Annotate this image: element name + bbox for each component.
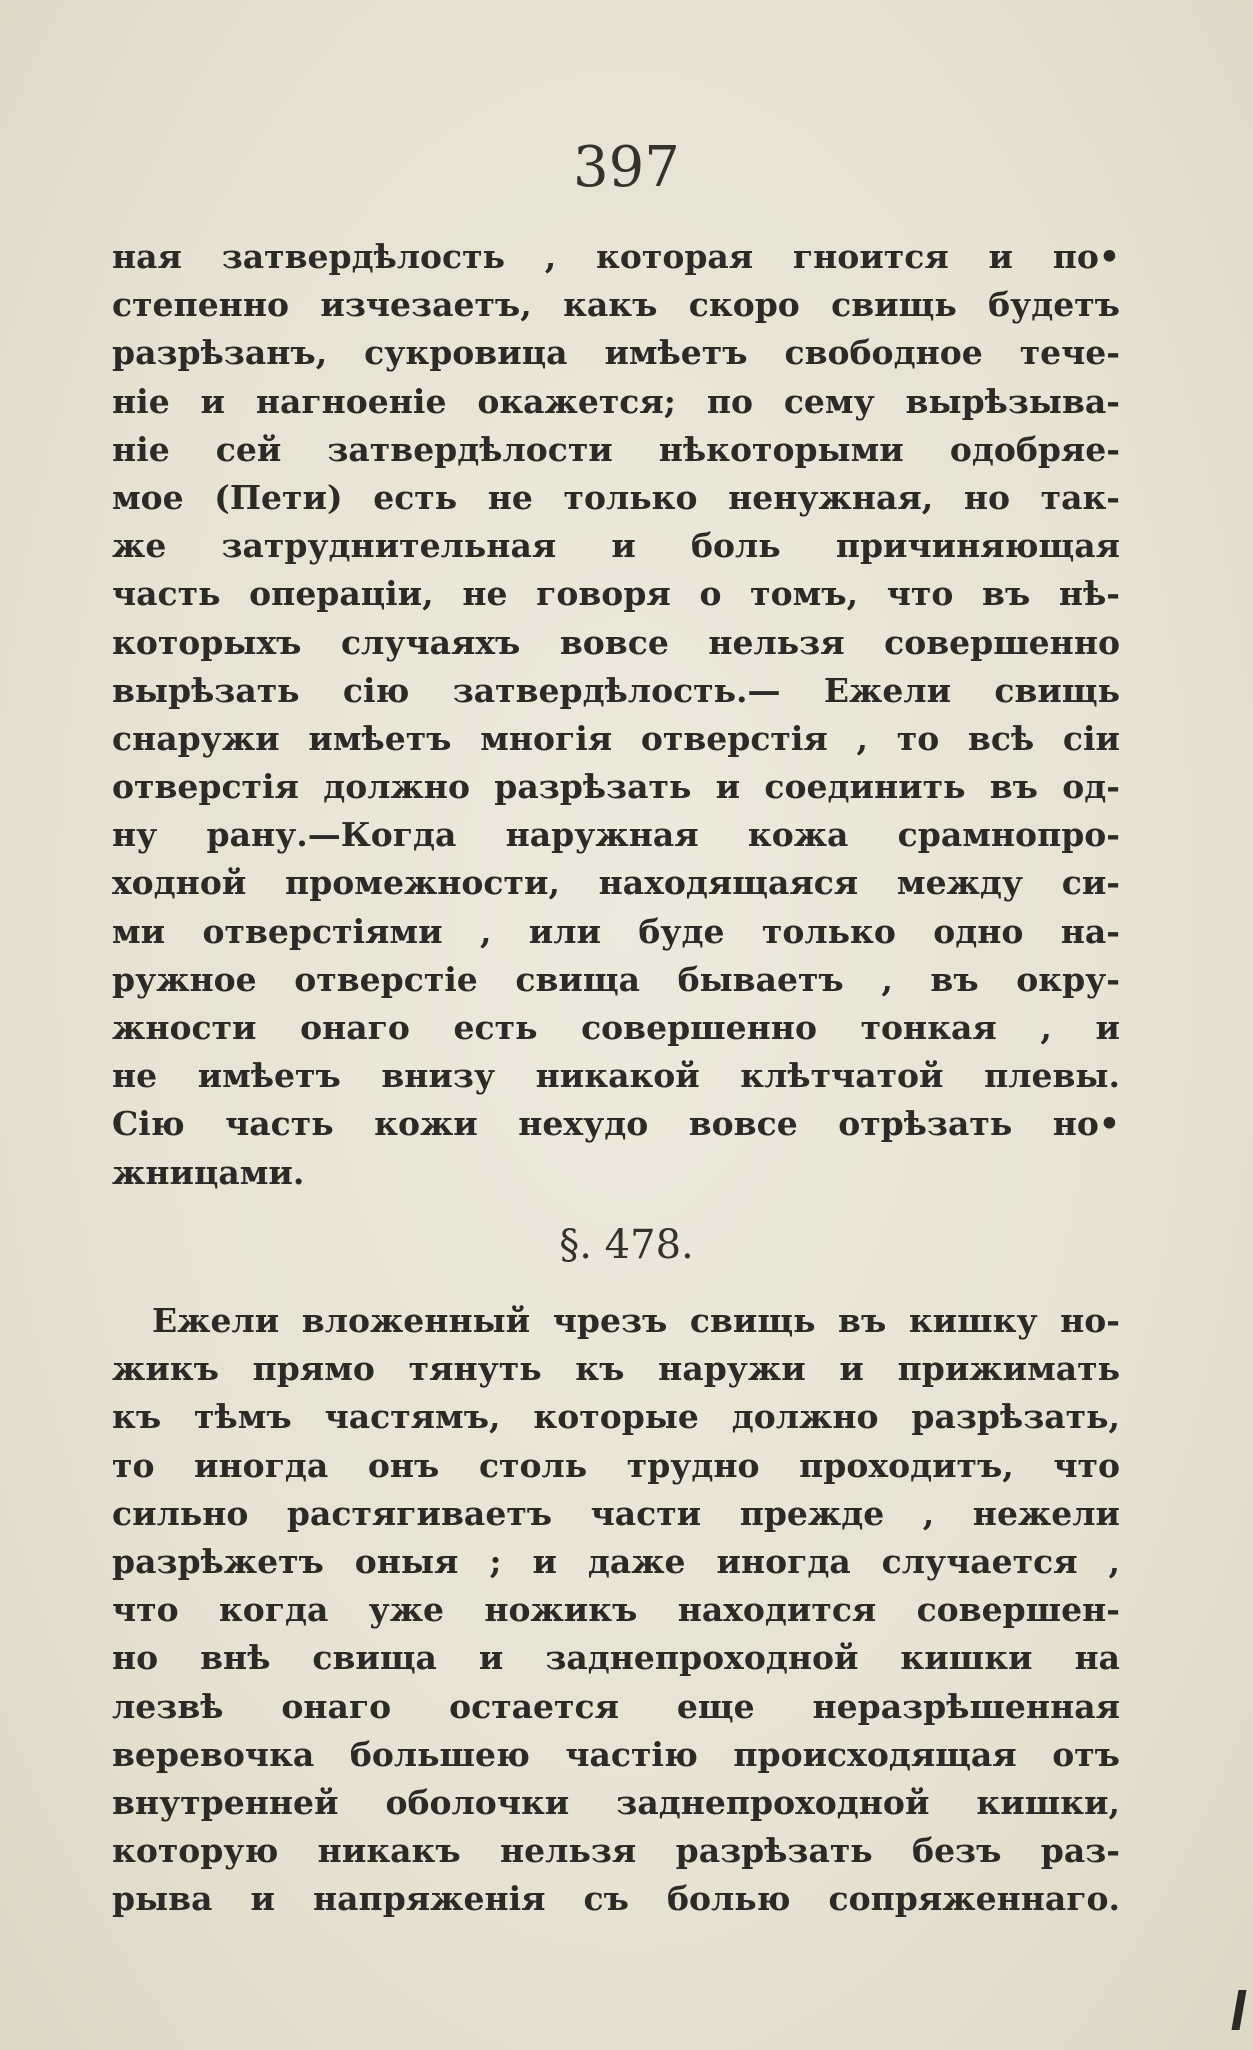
text-line: то иногда онъ столь трудно проходитъ, что: [112, 1445, 1120, 1485]
section-heading: §. 478.: [559, 1222, 694, 1268]
text-line: разрѣжетъ оныя ; и даже иногда случается ,: [112, 1541, 1120, 1581]
text-line: ну рану.—Когда наружная кожа срамнопро-: [112, 815, 1120, 855]
text-line: ми отверстіями , или буде только одно на-: [112, 911, 1120, 951]
text-line: внутренней оболочки заднепроходной кишки,: [112, 1782, 1120, 1822]
text-line: сильно растягиваетъ части прежде , нежели: [112, 1493, 1120, 1533]
text-line: мое (Пети) есть не только ненужная, но так-: [112, 477, 1120, 517]
text-line: степенно изчезаетъ, какъ скоро свищь будетъ: [112, 285, 1120, 325]
paragraph-2: [112, 1297, 1120, 1923]
page-edge-mark: [1231, 1990, 1246, 2030]
text-line: ніе сей затвердѣлости нѣкоторыми одобряе-: [112, 429, 1120, 469]
text-line: жницами.: [112, 1152, 305, 1192]
text-line: которыхъ случаяхъ вовсе нельзя совершенно: [112, 622, 1120, 662]
text-line: жности онаго есть совершенно тонкая , и: [112, 1008, 1120, 1047]
text-line: вырѣзать сію затвердѣлость.— Ежели свищь: [112, 670, 1120, 710]
text-line: Ежели вложенный чрезъ свищь въ кишку но-: [152, 1301, 1120, 1340]
text-line: жикъ прямо тянуть къ наружи и прижимать: [112, 1349, 1120, 1389]
text-line: ніе и нагноеніе окажется; по сему вырѣзыва-: [112, 381, 1120, 421]
text-line: ходной промежности, находящаяся между си-: [112, 863, 1120, 903]
text-line: снаружи имѣетъ многія отверстія , то всѣ сіи: [112, 718, 1120, 758]
text-line: веревочка большею частію происходящая отъ: [112, 1734, 1120, 1774]
text-line: отверстія должно разрѣзать и соединить въ од-: [112, 767, 1120, 807]
page-number: 397: [573, 135, 680, 200]
text-line: которую никакъ нельзя разрѣзать безъ раз-: [112, 1831, 1120, 1871]
text-line: къ тѣмъ частямъ, которые должно разрѣзать,: [112, 1397, 1120, 1437]
text-line: же затруднительная и боль причиняющая: [112, 526, 1120, 566]
text-line: но внѣ свища и заднепроходной кишки на: [112, 1638, 1120, 1678]
paragraph-1: [112, 233, 1120, 1197]
text-line: рыва и напряженія съ болью сопряженнаго.: [112, 1879, 1120, 1919]
text-line: не имѣетъ внизу никакой клѣтчатой плевы.: [112, 1056, 1120, 1096]
text-line: часть операціи, не говоря о томъ, что въ нѣ-: [112, 574, 1120, 614]
text-line: ная затвердѣлость , которая гноится и по•: [112, 237, 1120, 276]
text-line: что когда уже ножикъ находится совершен-: [112, 1590, 1120, 1630]
text-line: лезвѣ онаго остается еще неразрѣшенная: [112, 1686, 1120, 1726]
text-line: разрѣзанъ, сукровица имѣетъ свободное тече-: [112, 333, 1120, 373]
text-line: ружное отверстіе свища бываетъ , въ окру-: [112, 959, 1120, 999]
text-line: Сію часть кожи нехудо вовсе отрѣзать но•: [112, 1104, 1120, 1144]
